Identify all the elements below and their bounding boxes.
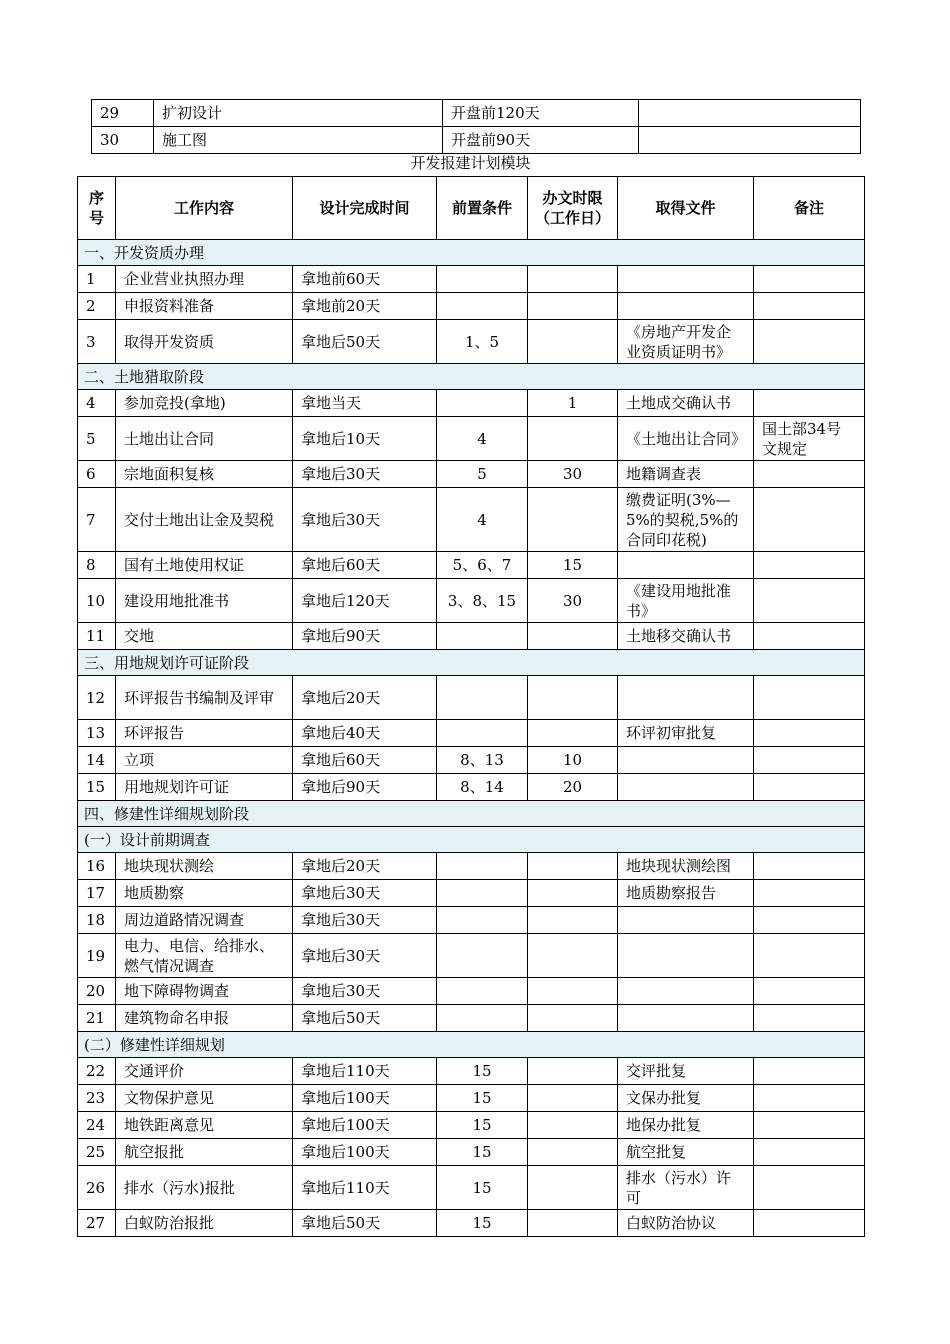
work-content: 电力、电信、给排水、燃气情况调查 bbox=[116, 934, 293, 978]
deadline-days bbox=[528, 676, 618, 720]
deadline-days bbox=[528, 1058, 618, 1085]
row-number: 2 bbox=[78, 293, 116, 320]
remark bbox=[754, 461, 865, 488]
table-row bbox=[78, 1085, 865, 1112]
work-content: 地块现状测绘 bbox=[116, 853, 293, 880]
obtained-document: 航空批复 bbox=[618, 1139, 754, 1166]
completion-time: 拿地后110天 bbox=[293, 1166, 437, 1210]
deadline-days bbox=[528, 907, 618, 934]
completion-time: 拿地后60天 bbox=[293, 552, 437, 579]
remark bbox=[754, 978, 865, 1005]
obtained-document: 《建设用地批准书》 bbox=[618, 579, 754, 623]
previous-table-row bbox=[92, 100, 861, 127]
deadline-days bbox=[528, 1139, 618, 1166]
table-caption: 开发报建计划模块 bbox=[410, 154, 531, 172]
remark bbox=[754, 623, 865, 650]
header-remark: 备注 bbox=[754, 177, 865, 240]
table-body bbox=[78, 240, 865, 1237]
work-content: 建筑物命名申报 bbox=[116, 1005, 293, 1032]
row-number: 19 bbox=[78, 934, 116, 978]
row-number: 22 bbox=[78, 1058, 116, 1085]
remark bbox=[754, 934, 865, 978]
precondition bbox=[437, 266, 528, 293]
completion-time: 拿地前60天 bbox=[293, 266, 437, 293]
precondition bbox=[437, 676, 528, 720]
table-row bbox=[78, 390, 865, 417]
deadline-days: 1 bbox=[528, 390, 618, 417]
completion-time: 拿地后50天 bbox=[293, 1210, 437, 1237]
completion-time: 拿地前20天 bbox=[293, 293, 437, 320]
work-content: 用地规划许可证 bbox=[116, 774, 293, 801]
remark bbox=[754, 1058, 865, 1085]
section-title: 四、修建性详细规划阶段 bbox=[78, 801, 865, 827]
deadline-days bbox=[528, 293, 618, 320]
table-row bbox=[78, 623, 865, 650]
completion-time: 拿地后120天 bbox=[293, 579, 437, 623]
header-deadline: 办文时限（工作日） bbox=[528, 177, 618, 240]
row-number: 27 bbox=[78, 1210, 116, 1237]
deadline-days: 15 bbox=[528, 552, 618, 579]
remark bbox=[754, 579, 865, 623]
deadline-days bbox=[528, 488, 618, 552]
section-row bbox=[78, 650, 865, 676]
work-content: 宗地面积复核 bbox=[116, 461, 293, 488]
header-precondition: 前置条件 bbox=[437, 177, 528, 240]
remark bbox=[754, 676, 865, 720]
precondition: 5、6、7 bbox=[437, 552, 528, 579]
deadline-days bbox=[528, 934, 618, 978]
remark bbox=[754, 293, 865, 320]
obtained-document: 文保办批复 bbox=[618, 1085, 754, 1112]
remark bbox=[754, 1210, 865, 1237]
section-title: (一）设计前期调查 bbox=[78, 827, 865, 853]
obtained-document bbox=[618, 552, 754, 579]
previous-page-table-body bbox=[92, 100, 861, 154]
obtained-document bbox=[618, 293, 754, 320]
deadline-days bbox=[528, 417, 618, 461]
precondition: 15 bbox=[437, 1112, 528, 1139]
work-content: 排水（污水)报批 bbox=[116, 1166, 293, 1210]
work-content: 地质勘察 bbox=[116, 880, 293, 907]
work-content: 立项 bbox=[116, 747, 293, 774]
obtained-document bbox=[618, 978, 754, 1005]
header-document: 取得文件 bbox=[618, 177, 754, 240]
section-row bbox=[78, 801, 865, 827]
section-title: 一、开发资质办理 bbox=[78, 240, 865, 266]
remark bbox=[754, 1085, 865, 1112]
row-number: 21 bbox=[78, 1005, 116, 1032]
row-number: 20 bbox=[78, 978, 116, 1005]
section-row bbox=[78, 1032, 865, 1058]
precondition bbox=[437, 978, 528, 1005]
completion-time: 开盘前90天 bbox=[443, 127, 639, 154]
table-row bbox=[78, 488, 865, 552]
completion-time: 拿地后110天 bbox=[293, 1058, 437, 1085]
precondition bbox=[437, 853, 528, 880]
work-content: 建设用地批准书 bbox=[116, 579, 293, 623]
row-number: 7 bbox=[78, 488, 116, 552]
obtained-document: 《土地出让合同》 bbox=[618, 417, 754, 461]
row-number: 6 bbox=[78, 461, 116, 488]
remark bbox=[754, 266, 865, 293]
precondition: 1、5 bbox=[437, 320, 528, 364]
table-row bbox=[78, 880, 865, 907]
table-row bbox=[78, 747, 865, 774]
section-row bbox=[78, 240, 865, 266]
completion-time: 拿地后90天 bbox=[293, 774, 437, 801]
remark bbox=[754, 320, 865, 364]
row-number: 26 bbox=[78, 1166, 116, 1210]
table-row bbox=[78, 552, 865, 579]
obtained-document bbox=[618, 774, 754, 801]
remark bbox=[754, 1005, 865, 1032]
remark bbox=[754, 747, 865, 774]
work-content: 扩初设计 bbox=[154, 100, 443, 127]
work-content: 白蚁防治报批 bbox=[116, 1210, 293, 1237]
table-row bbox=[78, 1210, 865, 1237]
work-content: 环评报告 bbox=[116, 720, 293, 747]
remark bbox=[754, 488, 865, 552]
deadline-days bbox=[528, 623, 618, 650]
deadline-days bbox=[528, 853, 618, 880]
table-row bbox=[78, 1005, 865, 1032]
remark bbox=[754, 720, 865, 747]
deadline-days bbox=[528, 320, 618, 364]
precondition: 3、8、15 bbox=[437, 579, 528, 623]
table-row bbox=[78, 320, 865, 364]
completion-time: 拿地后20天 bbox=[293, 853, 437, 880]
row-number: 3 bbox=[78, 320, 116, 364]
completion-time: 拿地当天 bbox=[293, 390, 437, 417]
obtained-document: 土地移交确认书 bbox=[618, 623, 754, 650]
table-row bbox=[78, 417, 865, 461]
obtained-document: 缴费证明(3%—5%的契税,5%的合同印花税) bbox=[618, 488, 754, 552]
section-title: 三、用地规划许可证阶段 bbox=[78, 650, 865, 676]
row-number: 5 bbox=[78, 417, 116, 461]
precondition: 15 bbox=[437, 1058, 528, 1085]
precondition bbox=[437, 907, 528, 934]
obtained-document: 交评批复 bbox=[618, 1058, 754, 1085]
row-number: 25 bbox=[78, 1139, 116, 1166]
work-content: 施工图 bbox=[154, 127, 443, 154]
obtained-document: 地质勘察报告 bbox=[618, 880, 754, 907]
table-row bbox=[78, 579, 865, 623]
deadline-days bbox=[528, 1085, 618, 1112]
deadline-days: 10 bbox=[528, 747, 618, 774]
work-content: 周边道路情况调查 bbox=[116, 907, 293, 934]
completion-time: 拿地后30天 bbox=[293, 461, 437, 488]
completion-time: 拿地后30天 bbox=[293, 907, 437, 934]
work-content: 取得开发资质 bbox=[116, 320, 293, 364]
completion-time: 拿地后100天 bbox=[293, 1139, 437, 1166]
deadline-days bbox=[528, 720, 618, 747]
row-number: 23 bbox=[78, 1085, 116, 1112]
obtained-document bbox=[618, 266, 754, 293]
header-design-time: 设计完成时间 bbox=[293, 177, 437, 240]
completion-time: 拿地后10天 bbox=[293, 417, 437, 461]
remark bbox=[754, 774, 865, 801]
table-row bbox=[78, 1112, 865, 1139]
precondition: 15 bbox=[437, 1085, 528, 1112]
precondition bbox=[437, 1005, 528, 1032]
completion-time: 拿地后100天 bbox=[293, 1112, 437, 1139]
work-content: 交付土地出让金及契税 bbox=[116, 488, 293, 552]
deadline-days: 20 bbox=[528, 774, 618, 801]
precondition: 5 bbox=[437, 461, 528, 488]
obtained-document bbox=[618, 907, 754, 934]
completion-time: 拿地后30天 bbox=[293, 978, 437, 1005]
permit-plan-table bbox=[77, 176, 865, 1237]
remark bbox=[754, 907, 865, 934]
completion-time: 拿地后30天 bbox=[293, 880, 437, 907]
table-row bbox=[78, 461, 865, 488]
completion-time: 拿地后30天 bbox=[293, 934, 437, 978]
precondition: 4 bbox=[437, 417, 528, 461]
precondition bbox=[437, 720, 528, 747]
obtained-document: 地块现状测绘图 bbox=[618, 853, 754, 880]
section-row bbox=[78, 827, 865, 853]
row-number: 24 bbox=[78, 1112, 116, 1139]
table-row bbox=[78, 907, 865, 934]
obtained-document: 环评初审批复 bbox=[618, 720, 754, 747]
precondition: 8、13 bbox=[437, 747, 528, 774]
previous-table-row bbox=[92, 127, 861, 154]
remark bbox=[639, 100, 861, 127]
obtained-document: 排水（污水）许可 bbox=[618, 1166, 754, 1210]
row-number: 30 bbox=[92, 127, 154, 154]
completion-time: 拿地后100天 bbox=[293, 1085, 437, 1112]
precondition: 15 bbox=[437, 1166, 528, 1210]
precondition: 4 bbox=[437, 488, 528, 552]
completion-time: 拿地后30天 bbox=[293, 488, 437, 552]
deadline-days: 30 bbox=[528, 579, 618, 623]
obtained-document: 白蚁防治协议 bbox=[618, 1210, 754, 1237]
work-content: 交地 bbox=[116, 623, 293, 650]
obtained-document bbox=[618, 1005, 754, 1032]
deadline-days bbox=[528, 266, 618, 293]
remark bbox=[639, 127, 861, 154]
completion-time: 拿地后90天 bbox=[293, 623, 437, 650]
work-content: 地铁距离意见 bbox=[116, 1112, 293, 1139]
completion-time: 拿地后50天 bbox=[293, 1005, 437, 1032]
table-row bbox=[78, 1139, 865, 1166]
row-number: 14 bbox=[78, 747, 116, 774]
deadline-days bbox=[528, 1112, 618, 1139]
section-title: 二、土地猎取阶段 bbox=[78, 364, 865, 390]
work-content: 交通评价 bbox=[116, 1058, 293, 1085]
row-number: 12 bbox=[78, 676, 116, 720]
precondition bbox=[437, 880, 528, 907]
table-row bbox=[78, 934, 865, 978]
precondition: 8、14 bbox=[437, 774, 528, 801]
completion-time: 拿地后60天 bbox=[293, 747, 437, 774]
work-content: 申报资料准备 bbox=[116, 293, 293, 320]
precondition: 15 bbox=[437, 1210, 528, 1237]
row-number: 15 bbox=[78, 774, 116, 801]
row-number: 11 bbox=[78, 623, 116, 650]
row-number: 16 bbox=[78, 853, 116, 880]
precondition: 15 bbox=[437, 1139, 528, 1166]
row-number: 4 bbox=[78, 390, 116, 417]
work-content: 土地出让合同 bbox=[116, 417, 293, 461]
remark bbox=[754, 552, 865, 579]
remark: 国土部34号文规定 bbox=[754, 417, 865, 461]
obtained-document: 土地成交确认书 bbox=[618, 390, 754, 417]
work-content: 航空报批 bbox=[116, 1139, 293, 1166]
remark bbox=[754, 880, 865, 907]
table-row bbox=[78, 266, 865, 293]
remark bbox=[754, 390, 865, 417]
row-number: 8 bbox=[78, 552, 116, 579]
table-row bbox=[78, 978, 865, 1005]
work-content: 企业营业执照办理 bbox=[116, 266, 293, 293]
deadline-days: 30 bbox=[528, 461, 618, 488]
remark bbox=[754, 1112, 865, 1139]
completion-time: 拿地后50天 bbox=[293, 320, 437, 364]
row-number: 18 bbox=[78, 907, 116, 934]
section-row bbox=[78, 364, 865, 390]
deadline-days bbox=[528, 1166, 618, 1210]
deadline-days bbox=[528, 1210, 618, 1237]
precondition bbox=[437, 293, 528, 320]
row-number: 29 bbox=[92, 100, 154, 127]
work-content: 参加竞投(拿地) bbox=[116, 390, 293, 417]
table-header bbox=[78, 177, 865, 240]
precondition bbox=[437, 623, 528, 650]
row-number: 13 bbox=[78, 720, 116, 747]
completion-time: 开盘前120天 bbox=[443, 100, 639, 127]
table-row bbox=[78, 853, 865, 880]
table-row bbox=[78, 774, 865, 801]
table-row bbox=[78, 720, 865, 747]
table-row bbox=[78, 1058, 865, 1085]
obtained-document: 《房地产开发企业资质证明书》 bbox=[618, 320, 754, 364]
completion-time: 拿地后20天 bbox=[293, 676, 437, 720]
precondition bbox=[437, 934, 528, 978]
work-content: 地下障碍物调查 bbox=[116, 978, 293, 1005]
row-number: 10 bbox=[78, 579, 116, 623]
completion-time: 拿地后40天 bbox=[293, 720, 437, 747]
row-number: 17 bbox=[78, 880, 116, 907]
table-row bbox=[78, 1166, 865, 1210]
obtained-document bbox=[618, 934, 754, 978]
obtained-document bbox=[618, 747, 754, 774]
section-title: (二）修建性详细规划 bbox=[78, 1032, 865, 1058]
remark bbox=[754, 1139, 865, 1166]
remark bbox=[754, 1166, 865, 1210]
obtained-document: 地保办批复 bbox=[618, 1112, 754, 1139]
deadline-days bbox=[528, 978, 618, 1005]
work-content: 国有土地使用权证 bbox=[116, 552, 293, 579]
row-number: 1 bbox=[78, 266, 116, 293]
obtained-document: 地籍调查表 bbox=[618, 461, 754, 488]
previous-page-table bbox=[91, 99, 861, 154]
obtained-document bbox=[618, 676, 754, 720]
deadline-days bbox=[528, 880, 618, 907]
table-row bbox=[78, 293, 865, 320]
work-content: 环评报告书编制及评审 bbox=[116, 676, 293, 720]
precondition bbox=[437, 390, 528, 417]
header-no: 序号 bbox=[78, 177, 116, 240]
table-row bbox=[78, 676, 865, 720]
work-content: 文物保护意见 bbox=[116, 1085, 293, 1112]
remark bbox=[754, 853, 865, 880]
header-content: 工作内容 bbox=[116, 177, 293, 240]
deadline-days bbox=[528, 1005, 618, 1032]
